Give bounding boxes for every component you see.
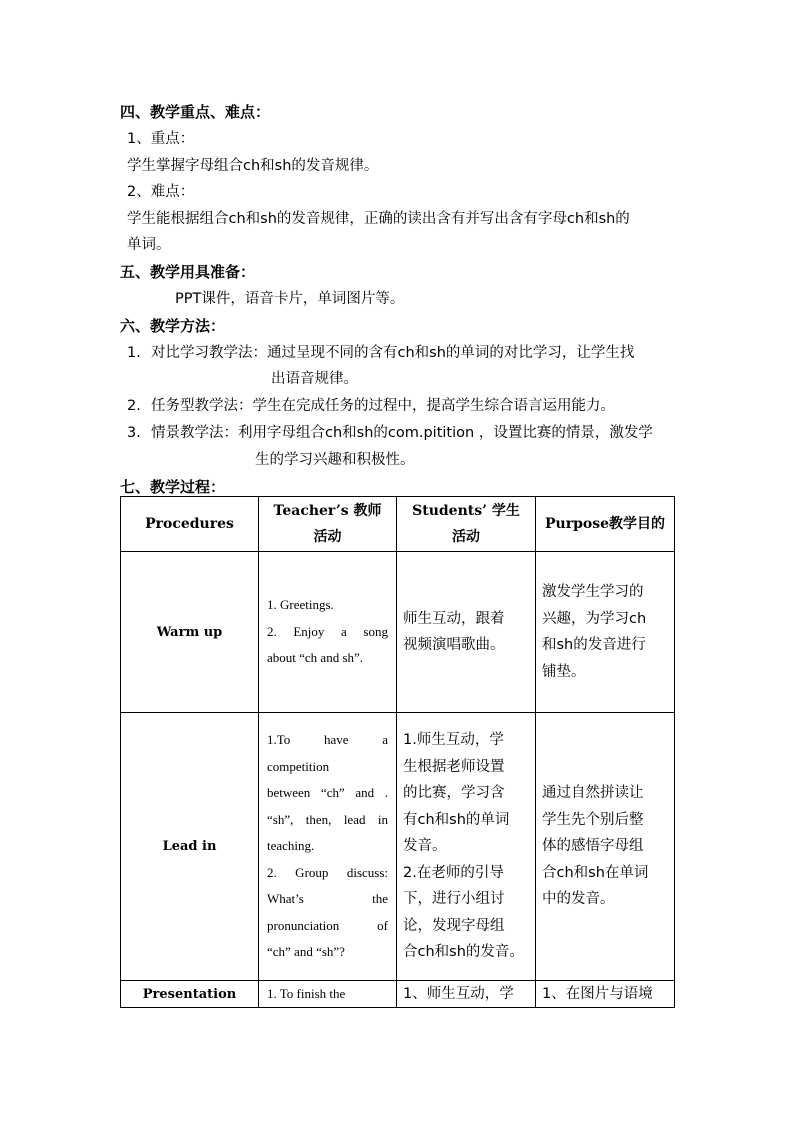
header-purpose: Purpose教学目的 [536, 497, 675, 552]
table-row [121, 981, 675, 1008]
student-activity-cell: 师生互动，跟着 视频演唱歌曲。 [397, 552, 536, 713]
section-7-heading: 七、教学过程： [120, 478, 226, 496]
table-header-row [121, 497, 675, 552]
procedure-cell: Warm up [121, 552, 259, 713]
method-2-line1: 任务型教学法：学生在完成任务的过程中，提高学生综合语言运用能力。 [151, 398, 615, 414]
purpose-cell: 激发学生学习的 兴趣，为学习ch 和sh的发音进行 铺垫。 [536, 552, 675, 713]
section-6-heading: 六、教学方法： [120, 317, 226, 335]
purpose-cell: 通过自然拼读让 学生先个别后整 体的感悟字母组 合ch和sh在单词 中的发音。 [536, 713, 675, 981]
method-3-line2: 生的学习兴趣和积极性。 [255, 452, 415, 468]
section-5-heading: 五、教学用具准备： [120, 263, 256, 281]
method-1-number: 1. [127, 345, 141, 361]
table-row [121, 713, 675, 981]
table-row [121, 552, 675, 713]
teacher-activity-cell: 1.To have a competition between “ch” and . “sh”, then, lead in teaching. 2. Group discuss: What’s the pronunciation of “ch” and “sh”? [259, 713, 397, 981]
materials-text: PPT课件，语音卡片，单词图片等。 [175, 291, 405, 307]
difficulty-label: 2、难点： [127, 184, 195, 200]
teacher-activity-cell: 1. To finish the [259, 981, 397, 1008]
teacher-activity-cell: 1. Greetings. 2. Enjoy a song about “ch and sh”. [259, 552, 397, 713]
procedure-table [120, 496, 675, 1008]
method-1-line1: 对比学习教学法：通过呈现不同的含有ch和sh的单词的对比学习，让学生找 [151, 345, 635, 361]
student-activity-cell: 1.师生互动，学 生根据老师设置 的比赛，学习含 有ch和sh的单词 发音。 2.在老师的引导 下，进行小组讨 论，发现字母组 合ch和sh的发音。 [397, 713, 536, 981]
method-2-number: 2. [127, 398, 141, 414]
difficulty-text-line1: 学生能根据组合ch和sh的发音规律，正确的读出含有并写出含有字母ch和sh的 [127, 211, 630, 227]
key-point-label: 1、重点： [127, 131, 195, 147]
purpose-cell: 1、在图片与语境 [536, 981, 675, 1008]
key-point-text: 学生掌握字母组合ch和sh的发音规律。 [127, 158, 379, 174]
header-teacher: Teacher’s 教师 活动 [259, 497, 397, 552]
header-students: Students’ 学生 活动 [397, 497, 536, 552]
procedure-cell: Lead in [121, 713, 259, 981]
method-3-line1: 情景教学法：利用字母组合ch和sh的com.pitition ，设置比赛的情景，激发学 [151, 425, 653, 441]
header-procedures: Procedures [121, 497, 259, 552]
difficulty-text-line2: 单词。 [127, 237, 171, 253]
method-1-line2: 出语音规律。 [271, 371, 358, 387]
student-activity-cell: 1、师生互动，学 [397, 981, 536, 1008]
procedure-cell: Presentation [121, 981, 259, 1008]
section-4-heading: 四、教学重点、难点： [120, 103, 271, 121]
method-3-number: 3. [127, 425, 141, 441]
